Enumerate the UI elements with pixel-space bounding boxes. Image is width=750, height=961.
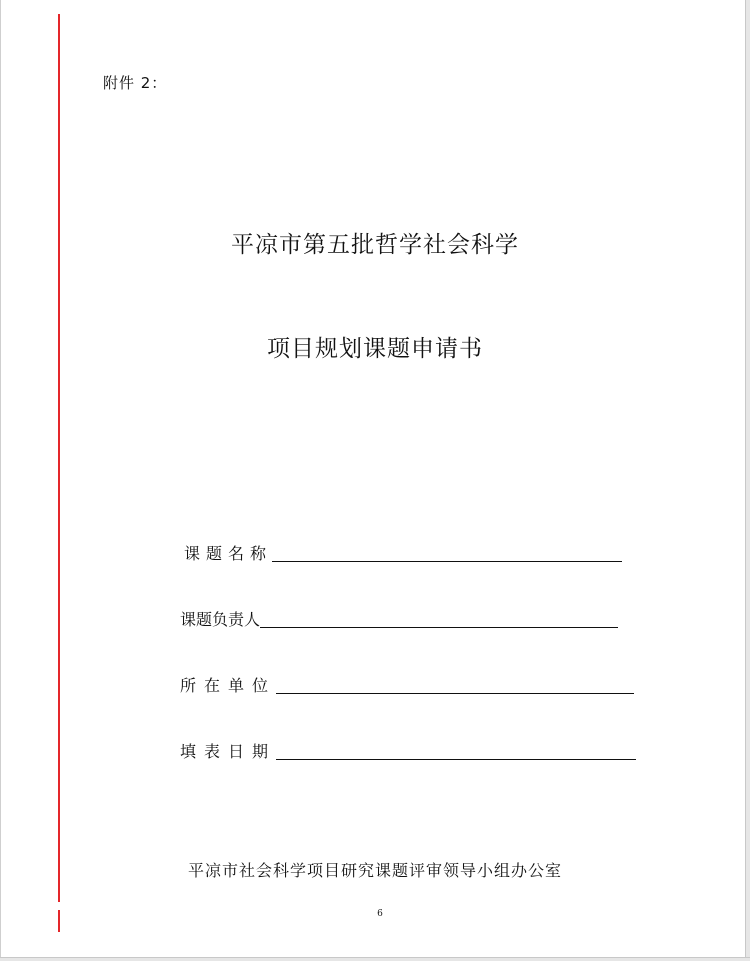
issuing-office: 平凉市社会科学项目研究课题评审领导小组办公室: [187, 861, 562, 880]
page-number: 6: [377, 909, 383, 919]
field-label: 填表日期: [180, 742, 277, 761]
document-title-line-2: 项目规划课题申请书: [267, 336, 483, 362]
fill-in-line: [272, 561, 622, 562]
field-label: 课题负责人: [180, 610, 261, 629]
field-affiliation: [180, 670, 634, 696]
document-title-line-1: 平凉市第五批哲学社会科学: [231, 232, 519, 258]
fill-in-line: [276, 693, 634, 694]
fill-in-line: [260, 627, 618, 628]
attachment-label: 附件 2：: [103, 74, 168, 92]
red-margin-line: [58, 14, 60, 902]
page-border-left: [0, 0, 1, 961]
page-border-right: [745, 0, 750, 961]
page-border-bottom: [0, 957, 750, 961]
field-label: 所在单位: [180, 676, 277, 695]
fill-in-line: [276, 759, 636, 760]
field-project-name: [184, 538, 622, 564]
field-fill-date: [180, 736, 636, 762]
field-project-leader: [180, 604, 618, 630]
field-label: 课题名称: [184, 544, 273, 563]
